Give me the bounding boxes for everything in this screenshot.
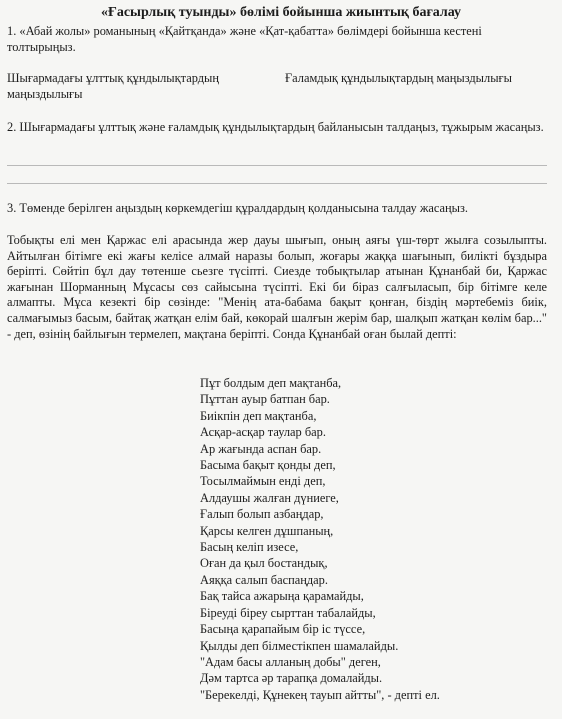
poem-line: Біреуді біреу сырттан табалайды, bbox=[200, 605, 376, 620]
poem-line: Басыңа қарапайым бір іс түссе, bbox=[200, 622, 366, 637]
poem-line: Биікпін деп мақтанба, bbox=[200, 408, 317, 423]
table-header-national-values: Шығармадағы ұлттық құндылықтардың маңыздылығы bbox=[7, 71, 219, 101]
answer-line-2 bbox=[7, 183, 547, 184]
task-1-question: 1. «Абай жолы» романының «Қайтқанда» және «Қат-қабатта» бөлімдері бойынша кестені толтырыңыз. bbox=[7, 24, 482, 54]
poem-line: Ар жағында аспан бар. bbox=[200, 441, 322, 456]
poem-line: Алдаушы жалған дүниеге, bbox=[200, 490, 339, 505]
poem-line: Асқар-асқар таулар бар. bbox=[200, 425, 326, 440]
poem-line: Ғалып болып азбаңдар, bbox=[200, 507, 324, 522]
table-header-global-values: Ғаламдық құндылықтардың маңыздылығы bbox=[285, 71, 512, 85]
page-title: «Ғасырлық туынды» бөлімі бойынша жиынтық бағалау bbox=[100, 5, 462, 20]
poem-line: Дәм тартса әр тарапқа домалайды. bbox=[200, 671, 383, 686]
poem-line: "Берекелді, Құнекең тауып айтты", - депті ел. bbox=[200, 687, 440, 702]
poem-line: Бақ тайса ажарыңа қарамайды, bbox=[200, 589, 364, 604]
task-2-question: 2. Шығармадағы ұлттық және ғаламдық құндылықтардың байланысын талдаңыз, тұжырым жасаңыз. bbox=[7, 120, 544, 134]
poem-line: Қылды деп білместікпен шамалайды. bbox=[200, 638, 399, 653]
poem bbox=[200, 375, 530, 703]
task-3-question: 3. Төменде берілген аңыздың көркемдегіш құралдардың қолданысына талдау жасаңыз. bbox=[7, 201, 468, 215]
answer-line-1 bbox=[7, 165, 547, 166]
poem-line: Басыма бақыт қонды деп, bbox=[200, 458, 336, 473]
poem-line: Пұттан ауыр батпан бар. bbox=[200, 392, 330, 407]
poem-line: Оған да қыл бостандық, bbox=[200, 556, 328, 571]
poem-line: Аяққа салып баспаңдар. bbox=[200, 572, 328, 587]
poem-line: Тосылмаймын енді деп, bbox=[200, 474, 326, 489]
poem-line: Басың келіп изесе, bbox=[200, 540, 299, 555]
legend-text: Тобықты елі мен Қаржас елі арасында жер дауы шығып, оның аяғы үш-төрт жылға созылыпты. Айтылған бітімге екі жағы келісе алмай наразы болып, жоғары жаққа шағынып, билікті бұздыра беріпті. Сөйтіп бұл дау төтенше сьезге түсіпті. Сиезде тобықтылар атынан Құнанбай би, Қаржас жағынан Шорманның Мұсасы сөз сайысына түсіпті. Екі би біраз салғыласып, бір бітімге келе алмапты. Мұса кезекті бір сөзінде: "Менің ата-бабама бақыт қонған, біздің мәртебеміз биік, салмағымыз басым, байтақ жатқан елім бай, көкорай шалғын жерім бар, шалқып жатқан көлім бар..." - деп, өзінің байлығын термелеп, мақтана беріпті. Сонда Құнанбай оған былай депті: bbox=[7, 233, 547, 341]
poem-line: Қарсы келген дұшпаның, bbox=[200, 523, 334, 538]
poem-line: "Адам басы алланың добы" деген, bbox=[200, 654, 381, 669]
poem-line: Пұт болдым деп мақтанба, bbox=[200, 376, 342, 390]
